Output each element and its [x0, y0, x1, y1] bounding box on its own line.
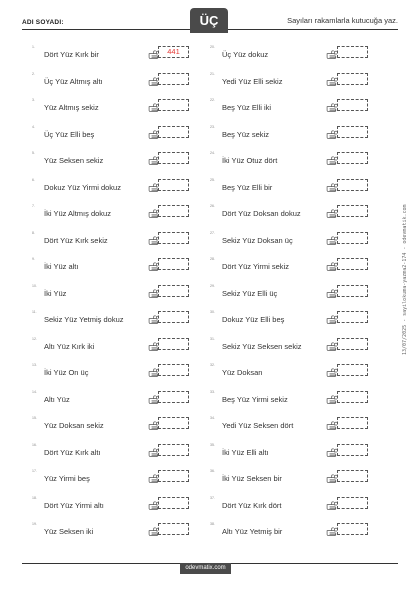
exercise-row	[32, 415, 217, 442]
answer-box[interactable]	[158, 152, 189, 164]
answer-box[interactable]	[158, 205, 189, 217]
number-words: Yüz Seksen sekiz	[44, 156, 104, 165]
number-words: Beş Yüz Elli iki	[222, 103, 272, 112]
item-number: 14.	[32, 389, 37, 394]
item-number: 2.	[32, 71, 35, 76]
exercise-row	[32, 71, 217, 98]
item-number: 17.	[32, 469, 37, 473]
answer-box[interactable]: 441	[158, 46, 189, 58]
number-words: İki Yüz Seksen bir	[222, 474, 282, 483]
item-number: 13.	[32, 363, 37, 367]
item-number: 5.	[32, 151, 35, 155]
exercise-row	[32, 124, 217, 151]
answer-box[interactable]	[158, 126, 189, 138]
exercise-row	[210, 230, 395, 257]
item-number: 19.	[32, 522, 37, 526]
number-words: Yüz Yirmi beş	[44, 474, 90, 483]
exercise-row	[32, 97, 217, 124]
answer-box[interactable]	[158, 444, 189, 456]
answer-box[interactable]	[337, 152, 368, 164]
worksheet-header	[22, 8, 398, 32]
answer-box[interactable]	[158, 258, 189, 270]
number-words: İki Yüz Elli altı	[222, 447, 269, 457]
number-words: Üç Yüz Altmış altı	[44, 76, 103, 86]
exercise-row	[210, 203, 395, 230]
exercise-row	[32, 495, 217, 522]
title-badge: ÜÇ	[190, 8, 228, 33]
item-number: 36.	[210, 469, 215, 473]
item-number: 38.	[210, 522, 215, 526]
number-words: Yedi Yüz Elli sekiz	[222, 76, 283, 86]
number-words: İki Yüz altı	[44, 262, 79, 271]
number-words: Altı Yüz Yetmiş bir	[222, 527, 283, 536]
number-words: İki Yüz	[44, 288, 67, 298]
item-number: 7.	[32, 204, 35, 208]
left-column	[32, 44, 217, 548]
item-number: 1.	[32, 45, 35, 49]
number-words: Beş Yüz Yirmi sekiz	[222, 394, 288, 404]
answer-box[interactable]	[337, 232, 368, 244]
item-number: 4.	[32, 124, 35, 129]
item-number: 21.	[210, 71, 215, 76]
number-words: Altı Yüz	[44, 394, 70, 404]
item-number: 22.	[210, 98, 215, 102]
answer-box[interactable]	[337, 258, 368, 270]
footer-badge: odevmatix.com	[180, 563, 231, 574]
answer-box[interactable]	[337, 73, 368, 85]
item-number: 34.	[210, 416, 215, 420]
answer-box[interactable]	[337, 391, 368, 403]
number-words: Üç Yüz dokuz	[222, 50, 269, 59]
item-number: 11.	[32, 310, 37, 314]
answer-box[interactable]	[158, 470, 189, 482]
exercise-row	[210, 389, 395, 416]
number-words: Yüz Doksan	[222, 368, 263, 377]
number-words: Dört Yüz Kırk sekiz	[44, 235, 108, 245]
answer-box[interactable]	[337, 470, 368, 482]
exercise-row	[32, 256, 217, 283]
exercise-row	[210, 468, 395, 495]
answer-box[interactable]	[158, 73, 189, 85]
exercise-row	[32, 336, 217, 363]
number-words: Sekiz Yüz Seksen sekiz	[222, 341, 302, 351]
number-words: Dört Yüz Kırk altı	[44, 447, 101, 457]
number-words: Dört Yüz Kırk dört	[222, 500, 282, 510]
answer-box[interactable]	[158, 285, 189, 297]
exercise-row	[210, 124, 395, 151]
exercise-row	[210, 97, 395, 124]
exercise-row	[32, 468, 217, 495]
item-number: 20.	[210, 45, 215, 49]
exercise-row	[32, 309, 217, 336]
number-words: Dört Yüz Doksan dokuz	[222, 209, 301, 218]
name-label: ADI SOYADI:	[22, 19, 64, 26]
item-number: 9.	[32, 257, 35, 261]
exercise-row	[32, 389, 217, 416]
number-words: İki Yüz On üç	[44, 368, 89, 377]
item-number: 26.	[210, 204, 215, 208]
number-words: Dört Yüz Yirmi altı	[44, 500, 104, 510]
exercise-row	[32, 521, 217, 548]
answer-box[interactable]	[337, 444, 368, 456]
exercise-row	[210, 283, 395, 310]
item-number: 25.	[210, 177, 215, 182]
item-number: 24.	[210, 151, 215, 155]
exercise-row	[32, 44, 217, 71]
answer-box[interactable]	[337, 285, 368, 297]
item-number: 29.	[210, 283, 215, 288]
answer-box[interactable]	[158, 179, 189, 191]
number-words: Altı Yüz Kırk iki	[44, 341, 95, 351]
exercise-row	[32, 150, 217, 177]
exercise-row	[210, 309, 395, 336]
answer-box[interactable]	[158, 311, 189, 323]
answer-box[interactable]	[158, 232, 189, 244]
answer-box[interactable]	[337, 497, 368, 509]
item-number: 32.	[210, 363, 215, 367]
item-number: 35.	[210, 442, 215, 447]
answer-box[interactable]	[158, 417, 189, 429]
answer-box[interactable]	[158, 99, 189, 111]
number-words: Dokuz Yüz Yirmi dokuz	[44, 182, 121, 192]
exercise-row	[32, 230, 217, 257]
answer-box[interactable]	[337, 311, 368, 323]
item-number: 30.	[210, 310, 215, 314]
number-words: Sekiz Yüz Elli üç	[222, 288, 278, 298]
answer-box[interactable]	[337, 126, 368, 138]
answer-box[interactable]	[337, 338, 368, 350]
number-words: Beş Yüz sekiz	[222, 129, 269, 139]
item-number: 8.	[32, 230, 35, 235]
answer-box[interactable]	[337, 417, 368, 429]
answer-box[interactable]	[337, 46, 368, 58]
exercise-row	[32, 362, 217, 389]
exercise-row	[210, 362, 395, 389]
number-words: Sekiz Yüz Doksan üç	[222, 235, 293, 245]
item-number: 23.	[210, 124, 215, 129]
item-number: 28.	[210, 257, 215, 261]
exercise-row	[210, 71, 395, 98]
item-number: 10.	[32, 283, 37, 288]
exercise-row	[210, 415, 395, 442]
number-words: Yedi Yüz Seksen dört	[222, 421, 294, 430]
exercise-row	[32, 177, 217, 204]
item-number: 3.	[32, 98, 35, 102]
item-number: 18.	[32, 495, 37, 500]
exercise-row	[32, 203, 217, 230]
number-words: İki Yüz Altmış dokuz	[44, 209, 111, 218]
number-words: Dokuz Yüz Elli beş	[222, 315, 285, 324]
answer-box[interactable]	[337, 99, 368, 111]
exercise-row	[210, 495, 395, 522]
item-number: 16.	[32, 442, 37, 447]
item-number: 6.	[32, 177, 35, 182]
item-number: 15.	[32, 416, 37, 420]
item-number: 27.	[210, 230, 215, 235]
exercise-row	[210, 256, 395, 283]
exercise-row	[210, 521, 395, 548]
number-words: Beş Yüz Elli bir	[222, 182, 273, 192]
item-number: 31.	[210, 336, 215, 341]
number-words: Üç Yüz Elli beş	[44, 129, 95, 139]
exercise-row	[32, 283, 217, 310]
number-words: Yüz Altmış sekiz	[44, 103, 99, 112]
answer-box[interactable]	[337, 179, 368, 191]
exercise-row	[210, 177, 395, 204]
number-words: Sekiz Yüz Yetmiş dokuz	[44, 315, 124, 324]
answer-box[interactable]	[158, 364, 189, 376]
side-watermark: 13/07/2025 - sayilokuma-yazma2-174 - odevmatik.com	[402, 204, 408, 356]
number-words: Yüz Seksen iki	[44, 527, 94, 536]
right-column	[210, 44, 395, 548]
exercise-row	[210, 44, 395, 71]
number-words: Dört Yüz Kırk bir	[44, 50, 99, 59]
answer-box[interactable]	[337, 205, 368, 217]
exercise-row	[210, 442, 395, 469]
answer-box[interactable]	[337, 364, 368, 376]
number-words: Dört Yüz Yirmi sekiz	[222, 262, 289, 271]
item-number: 12.	[32, 336, 37, 341]
answer-box[interactable]	[158, 338, 189, 350]
answer-box[interactable]	[337, 523, 368, 535]
answer-box[interactable]	[158, 497, 189, 509]
instruction-text: Sayıları rakamlarla kutucuğa yaz.	[287, 16, 398, 25]
answer-box[interactable]	[158, 523, 189, 535]
answer-box[interactable]	[158, 391, 189, 403]
item-number: 33.	[210, 389, 215, 394]
item-number: 37.	[210, 495, 215, 500]
number-words: İki Yüz Otuz dört	[222, 156, 278, 165]
exercise-row	[32, 442, 217, 469]
exercise-row	[210, 150, 395, 177]
exercise-row	[210, 336, 395, 363]
number-words: Yüz Doksan sekiz	[44, 421, 104, 430]
